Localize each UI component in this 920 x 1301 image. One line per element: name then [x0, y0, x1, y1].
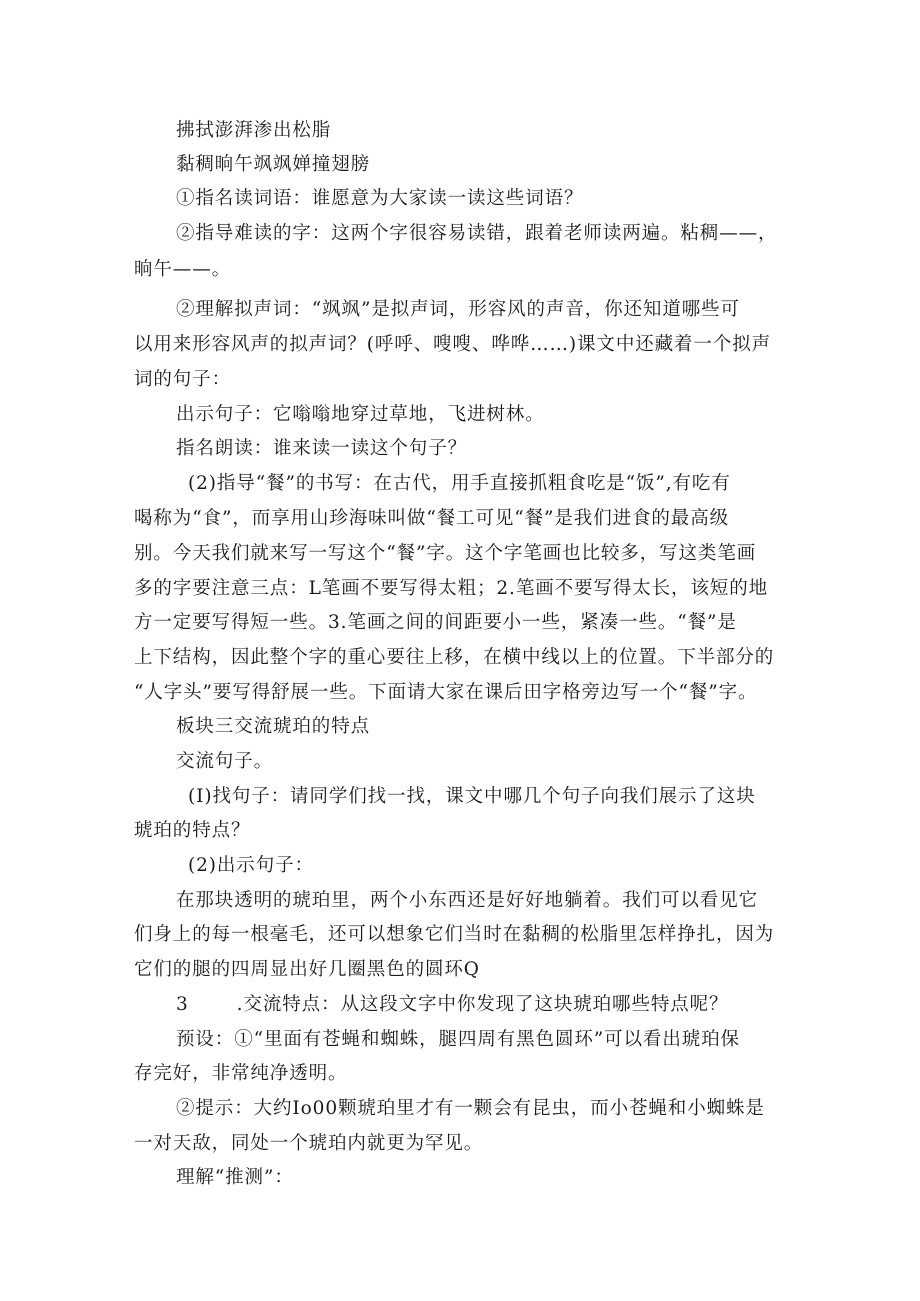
paragraph-line: ②理解拟声词：“飒飒”是拟声词，形容风的声音，你还知道哪些可	[176, 299, 740, 320]
paragraph-line: 词的句子：	[134, 369, 232, 390]
quote-line: 它们的腿的四周显出好几圈黑色的圆环Q	[134, 959, 480, 980]
paragraph-line: 晌午——。	[134, 259, 232, 280]
paragraph-line: 预设：①“里面有苍蝇和蜘蛛，腿四周有黑色圆环”可以看出琥珀保	[176, 1029, 740, 1050]
paragraph-line: 存完好，非常纯净透明。	[134, 1063, 348, 1084]
paragraph-line: ②指导难读的字：这两个字很容易读错，跟着老师读两遍。粘稠——，	[176, 223, 778, 244]
paragraph-line: 指名朗读：谁来读一读这个句子？	[176, 438, 468, 459]
paragraph-line: 琥珀的特点？	[134, 820, 251, 841]
quote-line: 在那块透明的琥珀里，两个小东西还是好好地躺着。我们可以看见它	[176, 890, 759, 911]
paragraph-line: (I)找句子：请同学们找一找，课文中哪几个句子向我们展示了这块	[188, 786, 756, 807]
paragraph-line: 上下结构，因此整个字的重心要往上移，在横中线以上的位置。下半部分的	[134, 647, 775, 668]
paragraph-line: 一对天敌，同处一个琥珀内就更为罕见。	[134, 1133, 484, 1154]
paragraph-line: ①指名读词语：谁愿意为大家读一读这些词语？	[176, 188, 584, 209]
vocab-line-2: 黏稠晌午飒飒婵撞翅膀	[176, 154, 371, 175]
paragraph-line: 喝称为“食”，而享用山珍海味叫做“餐工可见“餐”是我们进食的最高级	[134, 508, 729, 529]
item-text: .交流特点：从这段文字中你发现了这块琥珀哪些特点呢？	[236, 994, 729, 1015]
paragraph-line: 多的字要注意三点：L笔画不要写得太粗；2.笔画不要写得太长，该短的地	[134, 578, 769, 599]
paragraph-line: “人字头”要写得舒展一些。下面请大家在课后田字格旁边写一个“餐”字。	[134, 682, 758, 703]
section-heading: 板块三交流琥珀的特点	[176, 716, 371, 737]
paragraph-line: ②提示：大约Io00颗琥珀里才有一颗会有昆虫，而小苍蝇和小蜘蛛是	[176, 1098, 765, 1119]
paragraph-line: 出示句子：它嗡嗡地穿过草地，飞进树林。	[176, 404, 545, 425]
paragraph-line: 理解“推测”：	[176, 1167, 294, 1188]
paragraph-line: (2)指导“餐”的书写：在古代，用手直接抓粗食吃是“饭”,有吃有	[188, 473, 731, 494]
paragraph-line: 交流句子。	[176, 751, 274, 772]
paragraph-line: 方一定要写得短一些。3.笔画之间的间距要小一些，紧凑一些。“餐”是	[134, 612, 737, 633]
paragraph-line: (2)出示句子：	[188, 855, 314, 876]
paragraph-line: 别。今天我们就来写一写这个“餐”字。这个字笔画也比较多，写这类笔画	[134, 543, 757, 564]
quote-line: 们身上的每一根毫毛，还可以想象它们当时在黏稠的松脂里怎样挣扎，因为	[134, 924, 775, 945]
item-number: 3	[176, 994, 189, 1015]
numbered-line	[176, 992, 728, 1018]
paragraph-line: 以用来形容风声的拟声词？(呼呼、嗖嗖、哗哗……)课文中还藏着一个拟声	[134, 334, 772, 355]
vocab-line-1: 拂拭澎湃渗出松脂	[176, 120, 332, 141]
